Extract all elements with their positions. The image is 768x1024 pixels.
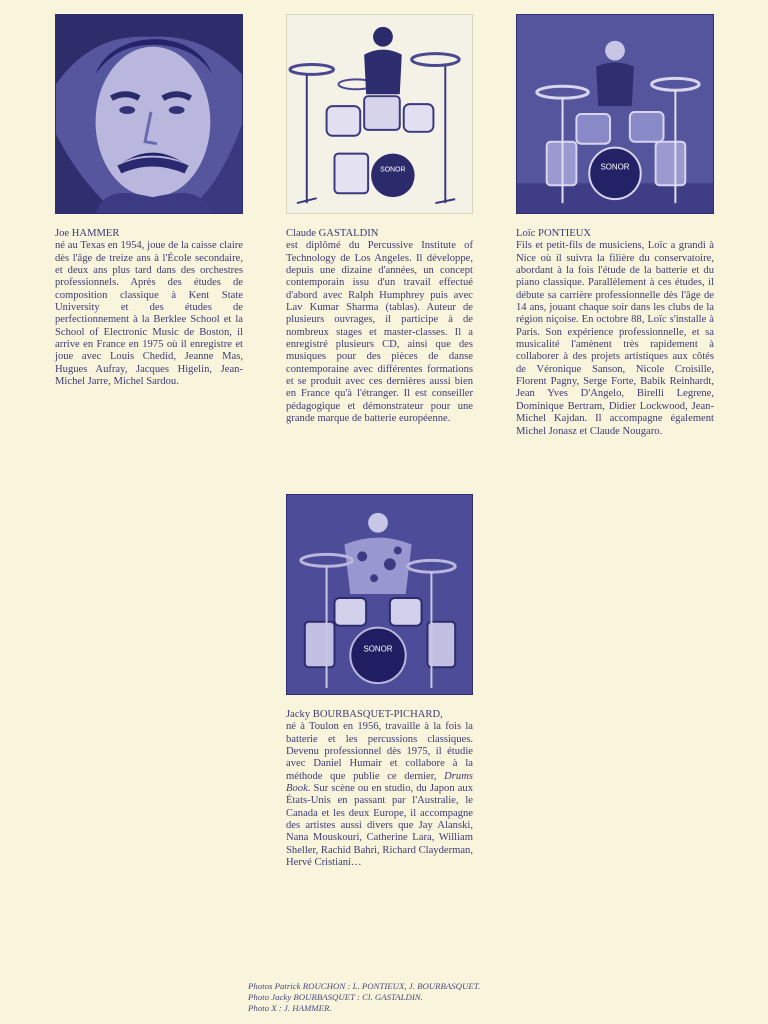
profile-bio: né au Texas en 1954, joue de la caisse claire dès l'âge de treize ans à l'École secondaire, et deux ans plus tard dans des orchestres professionnels. Après des études de composition classique à Kent State University et des études de perfectionnement à la Berklee School et la School of Electronic Music de Boston, il arrive en France en 1975 où il enregistre et joue avec Louis Chedid, Jeanne Mas, Hugues Aufray, Jacques Higelin, Jean-Michel Jarre, Michel Sardou.: [55, 240, 243, 388]
jacky-bourbasquet-photo: [286, 494, 473, 695]
drum-logo: SONOR: [380, 166, 406, 174]
bio-text-part: . Sur scène ou en studio, du Japon aux États-Unis en passant par l'Australie, le Canada et les deux Europe, il accompagne des artistes aussi divers que Jay Alanski, Nana Mouskouri, Catherine Lara, William Sheller, Rachid Bahri, Richard Clayderman, Hervé Cristiani…: [286, 783, 473, 869]
credit-line: Photo Jacky BOURBASQUET : Cl. GASTALDIN.: [248, 991, 423, 1002]
bio-text-part: né à Toulon en 1956, travaille à la fois la batterie et les percussions classiques. Devenu professionnel dès 1975, il étudie avec Daniel Humair et collabore à la méthode que publie ce dernier,: [286, 721, 473, 782]
joe-hammer-photo: [55, 14, 243, 214]
profile-bio: Fils et petit-fils de musiciens, Loïc a grandi à Nice où il suivra la filière du conservatoire, abordant à la fois l'étude de la batterie et du piano classique. Parallèlement à ces études, il débute sa carrière professionnelle dès l'âge de 14 ans, jouant chaque soir dans les clubs de la région niçoise. En octobre 88, Loïc s'installe à Paris. Son expérience professionnelle, et sa musicalité l'amènent très rapidement à collaborer à des projets artistiques aux côtés de Véronique Sanson, Nicole Croisille, Florent Pagny, Serge Forte, Babik Reinhardt, Jean Yves D'Angelo, Birelli Legrene, Dominique Bertram, Didier Lockwood, Jean-Michel Kajdan. Il accompagne également Michel Jonasz et Claude Nougaro.: [516, 240, 714, 437]
profile-bio: [286, 721, 473, 869]
bio-joe-hammer: [55, 228, 243, 388]
drum-logo: SONOR: [600, 162, 630, 172]
bio-jacky-bourbasquet: [286, 709, 473, 869]
bio-claude-gastaldin: [286, 228, 473, 426]
profile-name: Loïc PONTIEUX: [516, 228, 592, 239]
book-title: Drums Book: [286, 770, 473, 795]
claude-gastaldin-photo: [286, 14, 473, 214]
profile-name: Joe HAMMER: [55, 228, 120, 239]
credit-line: Photo X : J. HAMMER.: [248, 1002, 332, 1013]
drum-logo: SONOR: [363, 644, 393, 654]
profile-bio: est diplômé du Percussive Institute of Technology de Los Angeles. Il développe, depuis une dizaine d'années, un concept contemporain issu d'un travail effectué d'abord avec Ralph Humphrey puis avec Lav Kumar Sharma (tablas). Auteur de plusieurs ouvrages, il participe à de nombreux stages et master-classes. Il a enregistré plusieurs CD, ainsi que des musiques pour des pièces de danse contemporaine avec différentes formations et se produit avec ces dernières aussi bien en France qu'à l'étranger. Il est conseiller pédagogique et démonstrateur pour une grande marque de batterie européenne.: [286, 240, 473, 425]
photo-credits: [248, 981, 538, 1013]
profile-name: Jacky BOURBASQUET-PICHARD,: [286, 709, 443, 720]
loic-pontieux-photo: [516, 14, 714, 214]
bio-loic-pontieux: [516, 228, 714, 438]
credit-line: Photos Patrick ROUCHON : L. PONTIEUX, J. BOURBASQUET.: [248, 981, 481, 991]
profile-name: Claude GASTALDIN: [286, 228, 379, 239]
